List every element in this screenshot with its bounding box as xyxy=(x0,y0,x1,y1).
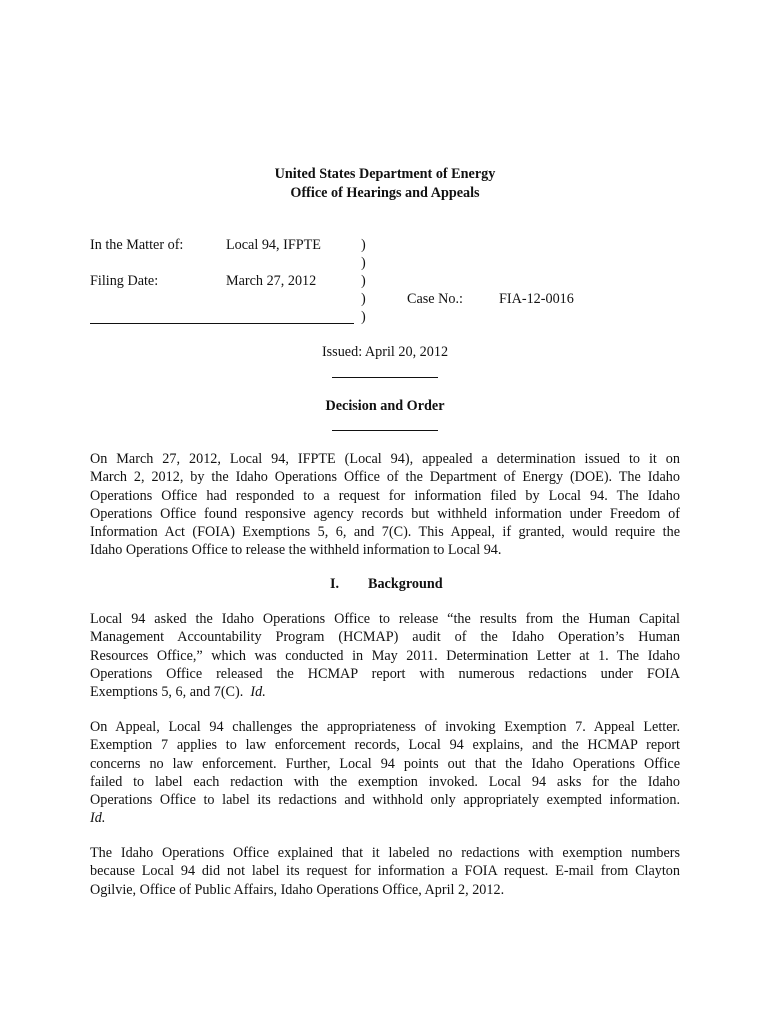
citation: Id. xyxy=(250,684,266,701)
title-rule-top xyxy=(332,377,438,378)
paragraph-line: March 2, 2012, by the Idaho Operations Office of the Department of Energy (DOE). The Idaho xyxy=(90,469,680,486)
filing-date-value: March 27, 2012 xyxy=(226,273,317,289)
paragraph-line-text: Exemptions 5, 6, and 7(C). xyxy=(90,684,244,701)
paragraph-line: On Appeal, Local 94 challenges the appropriateness of invoking Exemption 7. Appeal Letter. xyxy=(90,719,680,735)
section-heading: Background xyxy=(368,576,443,592)
intro-paragraph xyxy=(90,450,680,560)
paragraph-line: Local 94 asked the Idaho Operations Office to release “the results from the Human Capital xyxy=(90,611,680,627)
paragraph-line: failed to label each redaction with the exemption invoked. Local 94 asks for the Idaho xyxy=(90,773,680,790)
caption-paren: ) xyxy=(361,255,366,271)
title-rule-bottom xyxy=(332,430,438,431)
citation: Id. xyxy=(90,810,106,827)
paragraph-line: concerns no law enforcement. Further, Local 94 points out that the Idaho Operations Office xyxy=(90,755,680,772)
office-name: Office of Hearings and Appeals xyxy=(290,185,480,201)
paragraph-line: Ogilvie, Office of Public Affairs, Idaho Operations Office, April 2, 2012. xyxy=(90,881,505,898)
caption-paren: ) xyxy=(361,237,366,253)
paragraph-line: Resources Office,” which was conducted in May 2011. Determination Letter at 1. The Idaho xyxy=(90,647,680,664)
paragraph-line: Operations Office found responsive agency records but withheld information under Freedom of xyxy=(90,505,680,522)
paragraph-line: Operations Office released the HCMAP report with numerous redactions under FOIA xyxy=(90,665,680,682)
section-number: I. xyxy=(330,576,340,592)
paragraph-line: Operations Office had responded to a request for information filed by Local 94. The Idaho xyxy=(90,487,680,504)
caption-paren: ) xyxy=(361,309,366,325)
paragraph-line: Exemption 7 applies to law enforcement records, Local 94 explains, and the HCMAP report xyxy=(90,737,680,754)
paragraph-line: The Idaho Operations Office explained that it labeled no redactions with exemption numbers xyxy=(90,845,680,861)
paragraph-line: On March 27, 2012, Local 94, IFPTE (Local 94), appealed a determination issued to it on xyxy=(90,451,680,467)
agency-name: United States Department of Energy xyxy=(274,166,496,182)
background-paragraph-1 xyxy=(90,610,680,701)
matter-label: In the Matter of: xyxy=(90,237,184,253)
paragraph-line xyxy=(90,683,680,701)
background-paragraph-3 xyxy=(90,844,680,899)
paragraph-line xyxy=(90,809,680,827)
filing-date-label: Filing Date: xyxy=(90,273,159,289)
caption-underline xyxy=(90,323,354,324)
case-number-value: FIA-12-0016 xyxy=(499,291,574,307)
paragraph-line: because Local 94 did not label its request for information a FOIA request. E-mail from Clayton xyxy=(90,863,680,880)
background-paragraph-2 xyxy=(90,718,680,828)
case-number-label: Case No.: xyxy=(407,291,463,307)
paragraph-line: Idaho Operations Office to release the withheld information to Local 94. xyxy=(90,542,502,559)
document-title: Decision and Order xyxy=(325,398,445,414)
caption-paren: ) xyxy=(361,291,366,307)
issued-date: Issued: April 20, 2012 xyxy=(321,344,449,360)
matter-value: Local 94, IFPTE xyxy=(226,237,321,253)
paragraph-line: Information Act (FOIA) Exemptions 5, 6, and 7(C). This Appeal, if granted, would require the xyxy=(90,524,680,541)
paragraph-line: Operations Office to label its redactions and withhold only appropriately exempted information. xyxy=(90,792,680,809)
caption-paren: ) xyxy=(361,273,366,289)
paragraph-line: Management Accountability Program (HCMAP) audit of the Idaho Operation’s Human xyxy=(90,629,680,646)
